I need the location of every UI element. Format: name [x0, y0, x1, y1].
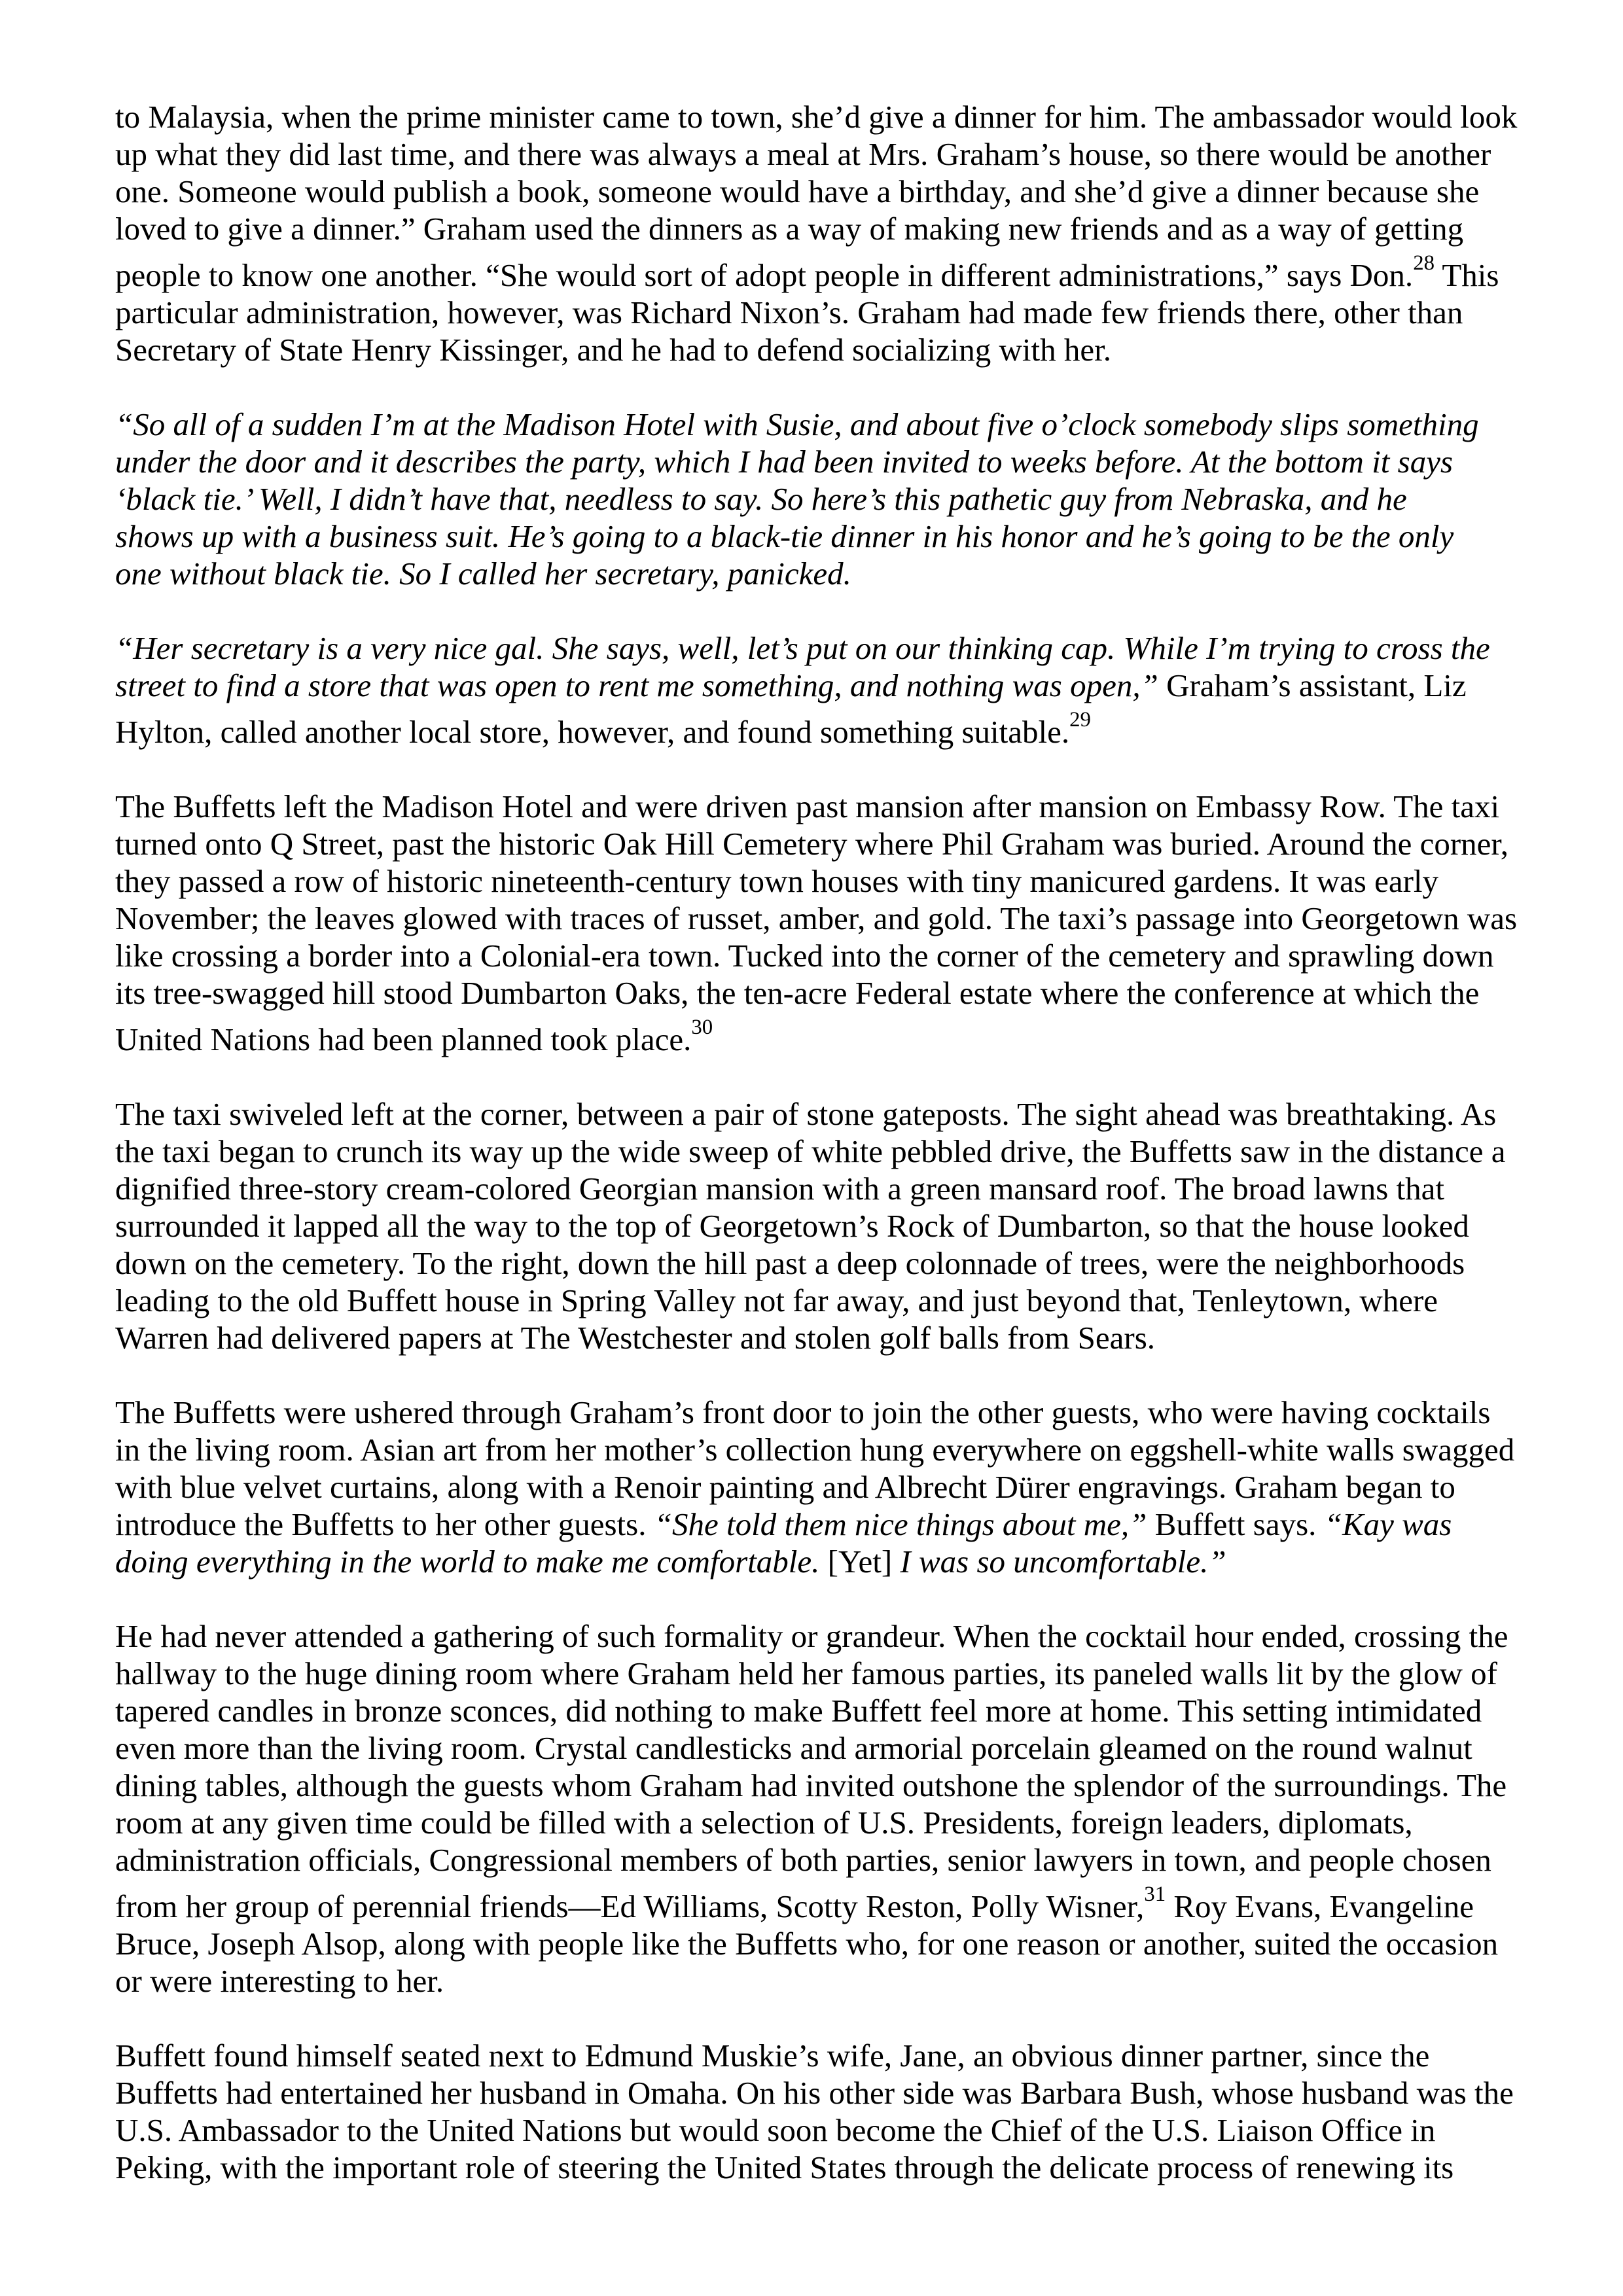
- text-segment: Warren had delivered papers at The Westchester and stolen golf balls from Sears.: [115, 1320, 1156, 1356]
- text-line: [115, 704, 1525, 751]
- text-segment: the taxi began to crunch its way up the wide sweep of white pebbled drive, the Buffetts saw in the distance a: [115, 1133, 1506, 1169]
- text-segment: The Buffetts were ushered through Graham’s front door to join the other guests, who were having cocktails: [115, 1394, 1491, 1430]
- text-segment: introduce the Buffetts to her other guests.: [115, 1506, 654, 1542]
- footnote-ref: 29: [1069, 708, 1091, 732]
- text-segment: “Kay was: [1324, 1506, 1452, 1542]
- text-line: [115, 1617, 1525, 1655]
- text-line: [115, 294, 1525, 331]
- text-segment: its tree-swagged hill stood Dumbarton Oaks, the ten-acre Federal estate where the conference at which the: [115, 975, 1480, 1011]
- text-segment: tapered candles in bronze sconces, did nothing to make Buffett feel more at home. This setting intimidated: [115, 1693, 1482, 1729]
- text-segment: November; the leaves glowed with traces of russet, amber, and gold. The taxi’s passage into Georgetown was: [115, 900, 1518, 936]
- text-segment: from her group of perennial friends—Ed Williams, Scotty Reston, Polly Wisner,: [115, 1888, 1145, 1924]
- text-line: [115, 1962, 1525, 2000]
- text-segment: street to find a store that was open to rent me something, and nothing was open,”: [115, 667, 1158, 703]
- paragraph: [115, 2037, 1525, 2186]
- text-line: [115, 1767, 1525, 1804]
- text-line: [115, 974, 1525, 1012]
- text-segment: loved to give a dinner.” Graham used the dinners as a way of making new friends and as a way of getting: [115, 211, 1464, 247]
- body-text: [115, 98, 1525, 2186]
- text-line: [115, 443, 1525, 480]
- text-segment: turned onto Q Street, past the historic Oak Hill Cemetery where Phil Graham was buried. Around the corner,: [115, 826, 1508, 862]
- paragraph: [115, 629, 1525, 751]
- text-line: [115, 629, 1525, 667]
- text-line: [115, 1095, 1525, 1133]
- text-line: [115, 1319, 1525, 1356]
- text-line: [115, 210, 1525, 247]
- text-segment: Buffetts had entertained her husband in Omaha. On his other side was Barbara Bush, whose husband was the: [115, 2075, 1514, 2111]
- paragraph: [115, 1095, 1525, 1356]
- text-line: [115, 937, 1525, 974]
- text-line: [115, 555, 1525, 592]
- paragraph: [115, 406, 1525, 592]
- text-segment: shows up with a business suit. He’s going to a black-tie dinner in his honor and he’s going to be the only: [115, 518, 1454, 554]
- text-segment: [Yet]: [819, 1544, 901, 1580]
- text-line: [115, 1841, 1525, 1879]
- text-segment: leading to the old Buffett house in Spring Valley not far away, and just beyond that, Tenleytown, where: [115, 1282, 1438, 1318]
- footnote-ref: 31: [1144, 1882, 1166, 1907]
- text-segment: up what they did last time, and there was always a meal at Mrs. Graham’s house, so there would be another: [115, 136, 1491, 172]
- text-line: [115, 1282, 1525, 1319]
- text-segment: The taxi swiveled left at the corner, between a pair of stone gateposts. The sight ahead was breathtaking. As: [115, 1096, 1497, 1132]
- text-segment: people to know one another. “She would sort of adopt people in different administrations,” says Don.: [115, 257, 1414, 293]
- text-segment: down on the cemetery. To the right, down the hill past a deep colonnade of trees, were the neighborhoods: [115, 1245, 1465, 1281]
- text-line: [115, 667, 1525, 704]
- text-line: [115, 1729, 1525, 1767]
- text-segment: Secretary of State Henry Kissinger, and he had to defend socializing with her.: [115, 332, 1112, 368]
- text-line: [115, 247, 1525, 294]
- text-segment: particular administration, however, was Richard Nixon’s. Graham had made few friends there, other than: [115, 294, 1463, 330]
- text-segment: one. Someone would publish a book, someone would have a birthday, and she’d give a dinner because she: [115, 173, 1480, 209]
- text-line: [115, 331, 1525, 368]
- paragraph: [115, 98, 1525, 368]
- text-line: [115, 2111, 1525, 2149]
- text-line: [115, 1431, 1525, 1468]
- text-segment: one without black tie. So I called her secretary, panicked.: [115, 556, 851, 592]
- text-line: [115, 2074, 1525, 2111]
- text-segment: dignified three-story cream-colored Georgian mansion with a green mansard roof. The broad lawns that: [115, 1171, 1445, 1207]
- paragraph: [115, 1394, 1525, 1580]
- text-segment: with blue velvet curtains, along with a Renoir painting and Albrecht Dürer engravings. Graham began to: [115, 1469, 1455, 1505]
- text-segment: or were interesting to her.: [115, 1963, 444, 1999]
- text-segment: Graham’s assistant, Liz: [1158, 667, 1467, 703]
- text-line: [115, 862, 1525, 900]
- text-segment: Hylton, called another local store, however, and found something suitable.: [115, 714, 1070, 750]
- footnote-ref: 30: [691, 1016, 713, 1040]
- paragraph: [115, 1617, 1525, 2000]
- text-segment: “So all of a sudden I’m at the Madison Hotel with Susie, and about five o’clock somebody slips something: [115, 406, 1479, 442]
- text-segment: The Buffetts left the Madison Hotel and were driven past mansion after mansion on Embassy Row. The taxi: [115, 788, 1500, 824]
- text-segment: in the living room. Asian art from her mother’s collection hung everywhere on eggshell-white walls swagged: [115, 1432, 1515, 1468]
- text-line: [115, 1506, 1525, 1543]
- text-segment: doing everything in the world to make me comfortable.: [115, 1544, 820, 1580]
- text-segment: Buffett found himself seated next to Edmund Muskie’s wife, Jane, an obvious dinner partner, since the: [115, 2038, 1430, 2074]
- text-line: [115, 1692, 1525, 1729]
- text-segment: to Malaysia, when the prime minister came to town, she’d give a dinner for him. The ambassador would look: [115, 99, 1518, 135]
- text-segment: even more than the living room. Crystal candlesticks and armorial porcelain gleamed on the round walnut: [115, 1730, 1472, 1766]
- text-line: [115, 135, 1525, 173]
- text-segment: Bruce, Joseph Alsop, along with people like the Buffetts who, for one reason or another, suited the occasion: [115, 1926, 1499, 1962]
- text-segment: I was so uncomfortable.”: [900, 1544, 1226, 1580]
- text-line: [115, 1245, 1525, 1282]
- text-line: [115, 1012, 1525, 1058]
- text-segment: United Nations had been planned took place.: [115, 1021, 692, 1057]
- text-segment: Buffett says.: [1147, 1506, 1325, 1542]
- text-line: [115, 1170, 1525, 1207]
- text-line: [115, 1543, 1525, 1580]
- text-segment: Peking, with the important role of steering the United States through the delicate process of renewing its: [115, 2149, 1454, 2185]
- paragraph: [115, 788, 1525, 1058]
- text-line: [115, 1655, 1525, 1692]
- text-segment: This: [1435, 257, 1499, 293]
- text-line: [115, 518, 1525, 555]
- text-line: [115, 98, 1525, 135]
- text-line: [115, 1804, 1525, 1841]
- text-segment: “Her secretary is a very nice gal. She says, well, let’s put on our thinking cap. While I’m trying to cross the: [115, 630, 1490, 666]
- text-line: [115, 173, 1525, 210]
- text-segment: room at any given time could be filled with a selection of U.S. Presidents, foreign leaders, diplomats,: [115, 1805, 1413, 1841]
- text-segment: administration officials, Congressional members of both parties, senior lawyers in town, and people chosen: [115, 1842, 1491, 1878]
- text-segment: dining tables, although the guests whom Graham had invited outshone the splendor of the surroundings. The: [115, 1767, 1507, 1803]
- text-segment: He had never attended a gathering of such formality or grandeur. When the cocktail hour ended, crossing the: [115, 1618, 1508, 1654]
- text-line: [115, 1468, 1525, 1506]
- text-segment: ‘black tie.’ Well, I didn’t have that, needless to say. So here’s this pathetic guy from Nebraska, and he: [115, 481, 1407, 517]
- text-line: [115, 825, 1525, 862]
- text-line: [115, 1133, 1525, 1170]
- text-line: [115, 1879, 1525, 1925]
- text-segment: like crossing a border into a Colonial-era town. Tucked into the corner of the cemetery and sprawling down: [115, 938, 1494, 974]
- text-line: [115, 1394, 1525, 1431]
- text-line: [115, 788, 1525, 825]
- text-line: [115, 2149, 1525, 2186]
- text-line: [115, 1207, 1525, 1245]
- text-segment: under the door and it describes the party, which I had been invited to weeks before. At the bottom it says: [115, 444, 1454, 480]
- text-segment: surrounded it lapped all the way to the top of Georgetown’s Rock of Dumbarton, so that the house looked: [115, 1208, 1469, 1244]
- text-line: [115, 900, 1525, 937]
- text-line: [115, 2037, 1525, 2074]
- text-line: [115, 480, 1525, 518]
- text-segment: Roy Evans, Evangeline: [1166, 1888, 1474, 1924]
- text-line: [115, 406, 1525, 443]
- footnote-ref: 28: [1413, 251, 1435, 275]
- text-segment: U.S. Ambassador to the United Nations but would soon become the Chief of the U.S. Liaison Office in: [115, 2112, 1436, 2148]
- text-segment: hallway to the huge dining room where Graham held her famous parties, its paneled walls lit by the glow of: [115, 1655, 1497, 1691]
- text-segment: “She told them nice things about me,”: [654, 1506, 1147, 1542]
- text-segment: they passed a row of historic nineteenth-century town houses with tiny manicured gardens. It was early: [115, 863, 1439, 899]
- text-line: [115, 1925, 1525, 1962]
